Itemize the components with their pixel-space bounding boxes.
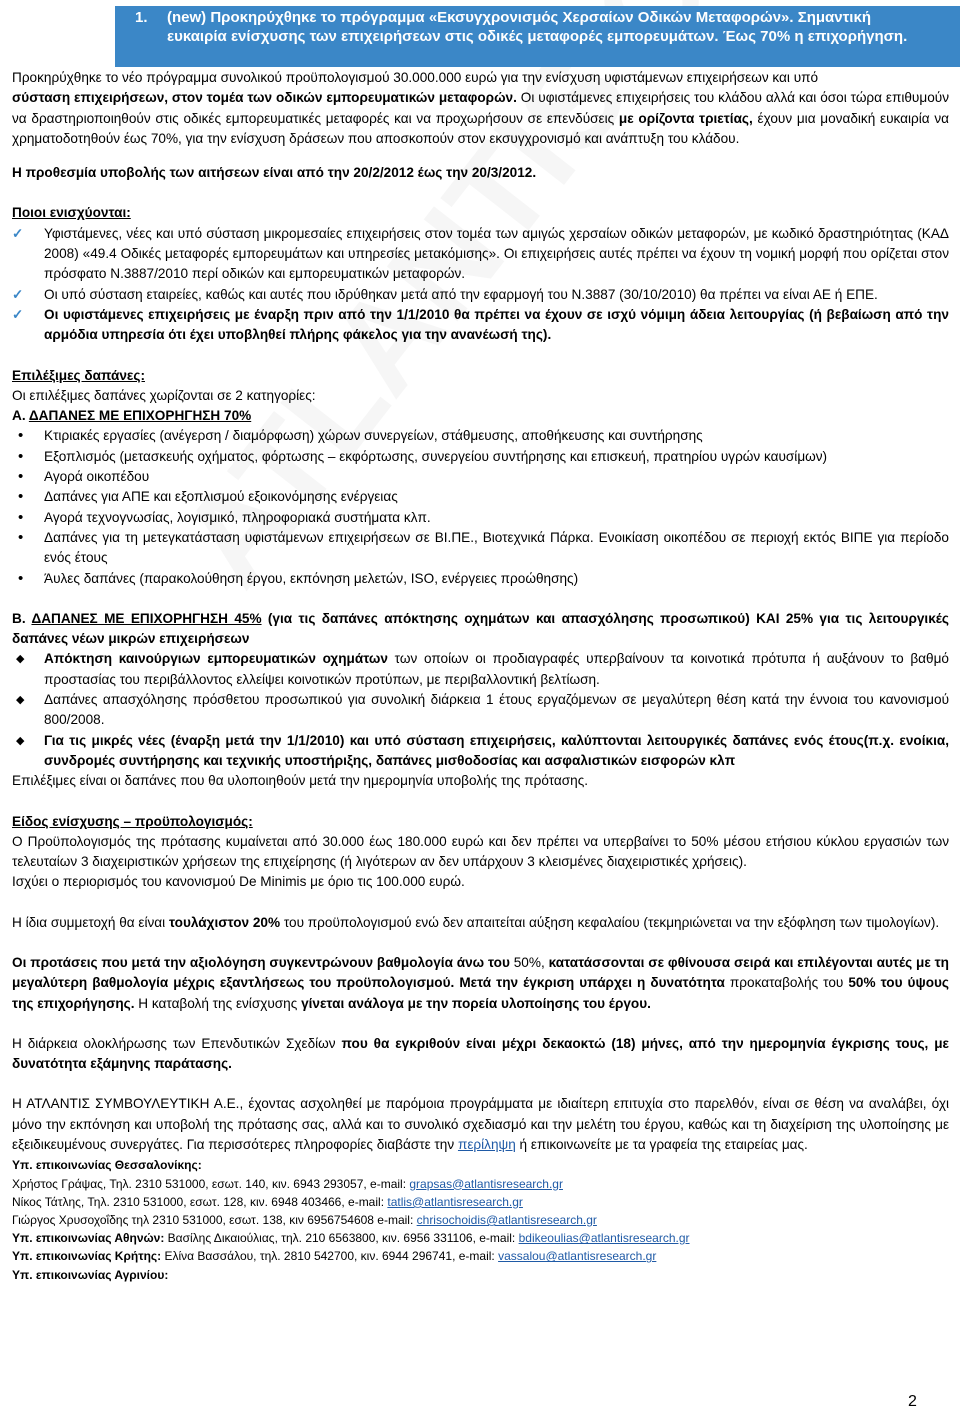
expenses-intro: Οι επιλέξιμες δαπάνες χωρίζονται σε 2 κατηγορίες: <box>12 387 316 403</box>
summary-link[interactable]: περίληψη <box>457 1137 516 1153</box>
evaluation-bold-3: 50% του ύψους της επιχορήγησης. <box>12 975 949 1011</box>
contact-agrinio-label <box>12 1266 949 1284</box>
support-title <box>12 812 949 832</box>
intro-bold-2: με ορίζοντα τριετίας, <box>618 110 753 126</box>
category-b-item-text: των οποίων οι προδιαγραφές υπερβαίνουν τα κοινοτικά πρότυπα ή αυξάνουν το βαθμό προστασίας του περιβάλλοντος ελλείψει κοινοτικών προτύπων, με περιβαλλοντική βελτίωση. <box>44 651 949 687</box>
category-a-title-text: ΔΑΠΑΝΕΣ ΜΕ ΕΠΙΧΟΡΗΓΗΣΗ 70% <box>28 408 252 424</box>
company-text-2: ή επικοινωνείτε με τα γραφεία της εταιρείας μας. <box>515 1137 808 1153</box>
contact-line <box>12 1175 949 1193</box>
duration-paragraph <box>12 1034 949 1075</box>
email-link[interactable]: chrisochoidis@atlantisresearch.gr <box>416 1212 597 1227</box>
company-text-1: Η ΑΤΛΑΝΤΙΣ ΣΥΜΒΟΥΛΕΥΤΙΚΗ Α.Ε., έχοντας ασχοληθεί με παρόμοια προγράμματα με ιδιαίτερη επιτυχία στο παρελθόν, είναι σε θέση να αναλάβει, όχι μόνο την εκπόνηση και υποβολή της πρότασης σας, αλλά και το συνολικό σχεδιασμό και την μελέτη του έργου, καθώς και τη διαχείριση της υλοποίησης με εξειδικευμένους συνεργάτες. Για περισσότερες πληροφορίες διαβάστε την <box>12 1096 949 1153</box>
evaluation-bold-1: Οι προτάσεις που μετά την αξιολόγηση συγκεντρώνουν βαθμολογία άνω του <box>12 954 510 970</box>
category-b-prefix: Β. <box>12 610 32 626</box>
duration-bold: που θα εγκριθούν είναι μέχρι δεκαοκτώ (18) μήνες, από την ημερομηνία έγκρισης τους, με δυνατότητα εξάμηνης παράτασης. <box>12 1035 949 1072</box>
email-link[interactable]: tatlis@atlantisresearch.gr <box>387 1194 523 1209</box>
who-item-bold: Οι υφιστάμενες επιχειρήσεις με έναρξη πριν από την 1/1/2010 θα πρέπει να έχουν σε ισχύ νόμιμη άδεια λειτουργίας (ή βεβαίωση από την αρμόδια υπηρεσία ότι έχει υποβληθεί πλήρης φάκελος για την ανανέωσή της). <box>44 306 949 343</box>
expenses-after: Επιλέξιμες είναι οι δαπάνες που θα υλοποιηθούν μετά την ημερομηνία υποβολής της πρότασης. <box>12 773 589 789</box>
contacts-block <box>12 1156 949 1283</box>
category-a-item: • Κτιριακές εργασίες (ανέγερση / διαμόρφωση) χώρων συνεργείων, στάθμευσης, αποθήκευσης και συντήρησης <box>12 426 949 446</box>
duration-text: Η διάρκεια ολοκλήρωσης των Επενδυτικών Σχεδίων <box>12 1035 342 1051</box>
evaluation-text-1: 50%, <box>509 954 549 970</box>
category-a-item: • Άυλες δαπάνες (παρακολούθηση έργου, εκπόνηση μελετών, ISO, ενέργειες προώθησης) <box>12 569 949 589</box>
header-line-2: ευκαιρία ενίσχυσης των επιχειρήσεων στις οδικές μεταφορές εμπορευμάτων. Έως 70% η επιχορήγηση. <box>167 28 908 45</box>
contact-text: Γιώργος Χρυσοχοΐδης τηλ 2310 531000, εσωτ. 138, κιν 6956754608 e-mail: <box>12 1212 417 1227</box>
participation-text-2: του προϋπολογισμού ενώ δεν απαιτείται αύξηση κεφαλαίου (τεκμηριώνεται να την εξόφληση των τιμολογίων). <box>280 914 940 930</box>
email-link[interactable]: vassalou@atlantisresearch.gr <box>498 1249 657 1264</box>
participation-text-1: Η ίδια συμμετοχή θα είναι <box>12 914 169 930</box>
category-a-item: • Αγορά οικοπέδου <box>12 467 949 487</box>
contact-text: Ελίνα Βασσάλου, τηλ. 2810 542700, κιν. 6944 296741, e-mail: <box>161 1249 499 1264</box>
contact-label: Υπ. επικοινωνίας Κρήτης: <box>12 1249 162 1264</box>
category-b-item <box>12 649 949 690</box>
category-a-title <box>12 406 949 426</box>
page-number: 2 <box>908 1393 917 1410</box>
category-a-prefix: Α. <box>12 408 29 424</box>
who-list <box>12 224 949 346</box>
evaluation-text-3: Η καταβολή της ενίσχυσης <box>134 995 302 1011</box>
support-title-text: Είδος ενίσχυσης – προϋπολογισμός: <box>12 813 253 829</box>
evaluation-bold-4: γίνεται ανάλογα με την πορεία υλοποίησης του έργου. <box>301 995 651 1011</box>
contact-thessaloniki-label <box>12 1156 949 1174</box>
company-paragraph <box>12 1094 949 1155</box>
contact-label: Υπ. επικοινωνίας Θεσσαλονίκης: <box>12 1158 202 1173</box>
participation-paragraph <box>12 913 949 933</box>
deadline <box>12 163 949 183</box>
deadline-text: Η προθεσμία υποβολής των αιτήσεων είναι από την 20/2/2012 έως την 20/3/2012. <box>12 165 537 181</box>
who-item: ✓ Υφιστάμενες, νέες και υπό σύσταση μικρομεσαίες επιχειρήσεις στον τομέα των αμιγώς χερσαίων οδικών μεταφορών, με κωδικό δραστηριότητας (ΚΑΔ 2008) «49.4 Οδικές μεταφορές εμπορευμάτων και υπηρεσίες μετακόμισης». Οι επιχειρήσεις αυτές πρέπει να έχουν τη νομική μορφή που ορίζεται στον πρόσφατο Ν.3887/2010 περί οδικών και εμπορευματικών μεταφορών. <box>12 224 949 285</box>
category-a-item: • Εξοπλισμός (μετασκευής οχήματος, φόρτωσης – εκφόρτωσης, συνεργείου συντήρησης και επισκευή, πρατηρίου υγρών καυσίμων) <box>12 447 949 467</box>
intro-bold-1: σύσταση επιχειρήσεων, στον τομέα των οδικών εμπορευματικών μεταφορών. <box>12 90 517 106</box>
category-b-item-bold: Για τις μικρές νέες (έναρξη μετά την 1/1/2010) και υπό σύσταση επιχειρήσεις, καλύπτονται λειτουργικές δαπάνες ενός έτους(π.χ. ενοίκια, συνδρομές συντήρησης και τεχνικής υποστήριξης, δαπάνες μισθοδοσίας και ασφαλιστικών εισφορών κλπ <box>44 732 949 768</box>
document-body <box>12 68 949 1284</box>
intro-paragraph <box>12 88 949 149</box>
category-b-item: ◆ Δαπάνες απασχόλησης πρόσθετου προσωπικού για συνολική διάρκεια 1 έτους εργαζόμενων σε μεγαλύτερη θέση κατά την έννοια του κανονισμού 800/2008. <box>12 690 949 731</box>
contact-text: Νίκος Τάτλης, Τηλ. 2310 531000, εσωτ. 128, κιν. 6948 403466, e-mail: <box>12 1194 388 1209</box>
category-b-title-rest: (για τις δαπάνες απόκτησης οχημάτων και απασχόλησης προσωπικού) ΚΑΙ 25% για τις λειτουργικές δαπάνες νέων μικρών επιχειρήσεων <box>12 610 949 647</box>
category-b-item-bold: Απόκτηση καινούργιων εμπορευματικών οχημάτων <box>44 651 388 667</box>
section-number: 1. <box>135 9 148 26</box>
who-item <box>12 305 949 346</box>
email-link[interactable]: bdikeoulias@atlantisresearch.gr <box>518 1231 690 1246</box>
category-b-title <box>12 609 949 650</box>
email-link[interactable]: grapsas@atlantisresearch.gr <box>409 1176 563 1191</box>
who-title <box>12 203 949 223</box>
who-item: ✓ Οι υπό σύσταση εταιρείες, καθώς και αυτές που ιδρύθηκαν μετά από την εφαρμογή του Ν.3887 (30/10/2010) θα πρέπει να είναι ΑΕ ή ΕΠΕ. <box>12 285 949 305</box>
evaluation-paragraph <box>12 953 949 1014</box>
header-line-1: (new) Προκηρύχθηκε το πρόγραμμα «Εκσυγχρονισμός Χερσαίων Οδικών Μεταφορών». Σημαντική <box>167 9 872 26</box>
category-b-item <box>12 731 949 772</box>
contact-label: Υπ. επικοινωνίας Αθηνών: <box>12 1231 165 1246</box>
support-paragraph-2: Ισχύει ο περιορισμός του κανονισμού De Minimis με όριο τις 100.000 ευρώ. <box>12 874 465 890</box>
category-a-item: • Αγορά τεχνογνωσίας, λογισμικό, πληροφοριακά συστήματα κλπ. <box>12 508 949 528</box>
contact-line <box>12 1247 949 1265</box>
intro-line: Προκηρύχθηκε το νέο πρόγραμμα συνολικού προϋπολογισμού 30.000.000 ευρώ για την ενίσχυση υφιστάμενων επιχειρήσεων και υπό <box>12 70 819 85</box>
section-header <box>115 6 960 67</box>
participation-bold: τουλάχιστον 20% <box>168 914 281 930</box>
who-title-text: Ποιοι ενισχύονται: <box>12 205 131 221</box>
contact-line <box>12 1193 949 1211</box>
category-b-title-underlined: ΔΑΠΑΝΕΣ ΜΕ ΕΠΙΧΟΡΗΓΗΣΗ 45% <box>31 610 262 626</box>
contact-line <box>12 1229 949 1247</box>
contact-text: Βασίλης Δικαιούλιας, τηλ. 210 6563800, κιν. 6956 331106, e-mail: <box>164 1231 519 1246</box>
evaluation-text-2: προκαταβολής του <box>724 975 849 991</box>
contact-line <box>12 1211 949 1229</box>
category-a-item: • Δαπάνες για τη μετεγκατάσταση υφιστάμενων επιχειρήσεων σε ΒΙ.ΠΕ., Βιοτεχνικά Πάρκα. Ενοικίαση οικοπέδου σε περιοχή εκτός ΒΙΠΕ για περίοδο ενός έτους <box>12 528 949 569</box>
category-a-item: • Δαπάνες για ΑΠΕ και εξοπλισμού εξοικονόμησης ενέργειας <box>12 487 949 507</box>
support-paragraph-1: Ο Προϋπολογισμός της πρότασης κυμαίνεται από 30.000 έως 180.000 ευρώ και δεν πρέπει να υπερβαίνει το 50% μέσου ετήσιου κύκλου εργασιών των τελευταίων 3 διαχειριστικών χρήσεων της επιχείρησης (ή λιγότερων αν δεν υπάρχουν 3 κλεισμένες διαχειριστικές χρήσεις). <box>12 833 949 870</box>
expenses-title-text: Επιλέξιμες δαπάνες: <box>12 367 145 383</box>
contact-text: Χρήστος Γράψας, Τηλ. 2310 531000, εσωτ. 140, κιν. 6943 293057, e-mail: <box>12 1176 410 1191</box>
category-a-list <box>12 426 949 588</box>
expenses-title <box>12 366 949 386</box>
evaluation-bold-2: κατατάσσονται σε φθίνουσα σειρά και επιλέγονται αυτές με τη μεγαλύτερη βαθμολογία μέχρις εξαντλήσεως του προϋπολογισμού. Μετά την έγκριση υπάρχει η δυνατότητα <box>12 954 949 991</box>
intro-text-2: έχουν μια μοναδική ευκαιρία να χρηματοδοτηθούν έως 70%, για την ενίσχυση δράσεων που αποσκοπούν στον εκσυγχρονισμό και ανάπτυξη του κλάδου. <box>12 110 950 146</box>
intro-text-1: Οι υφιστάμενες επιχειρήσεις του κλάδου αλλά και όσοι τώρα επιθυμούν να δραστηριοποιηθούν στις οδικές εμπορευματικές μεταφορές και να προχωρήσουν σε επενδύσεις <box>12 90 949 126</box>
category-b-list <box>12 649 949 771</box>
contact-label: Υπ. επικοινωνίας Αγρινίου: <box>12 1267 169 1282</box>
